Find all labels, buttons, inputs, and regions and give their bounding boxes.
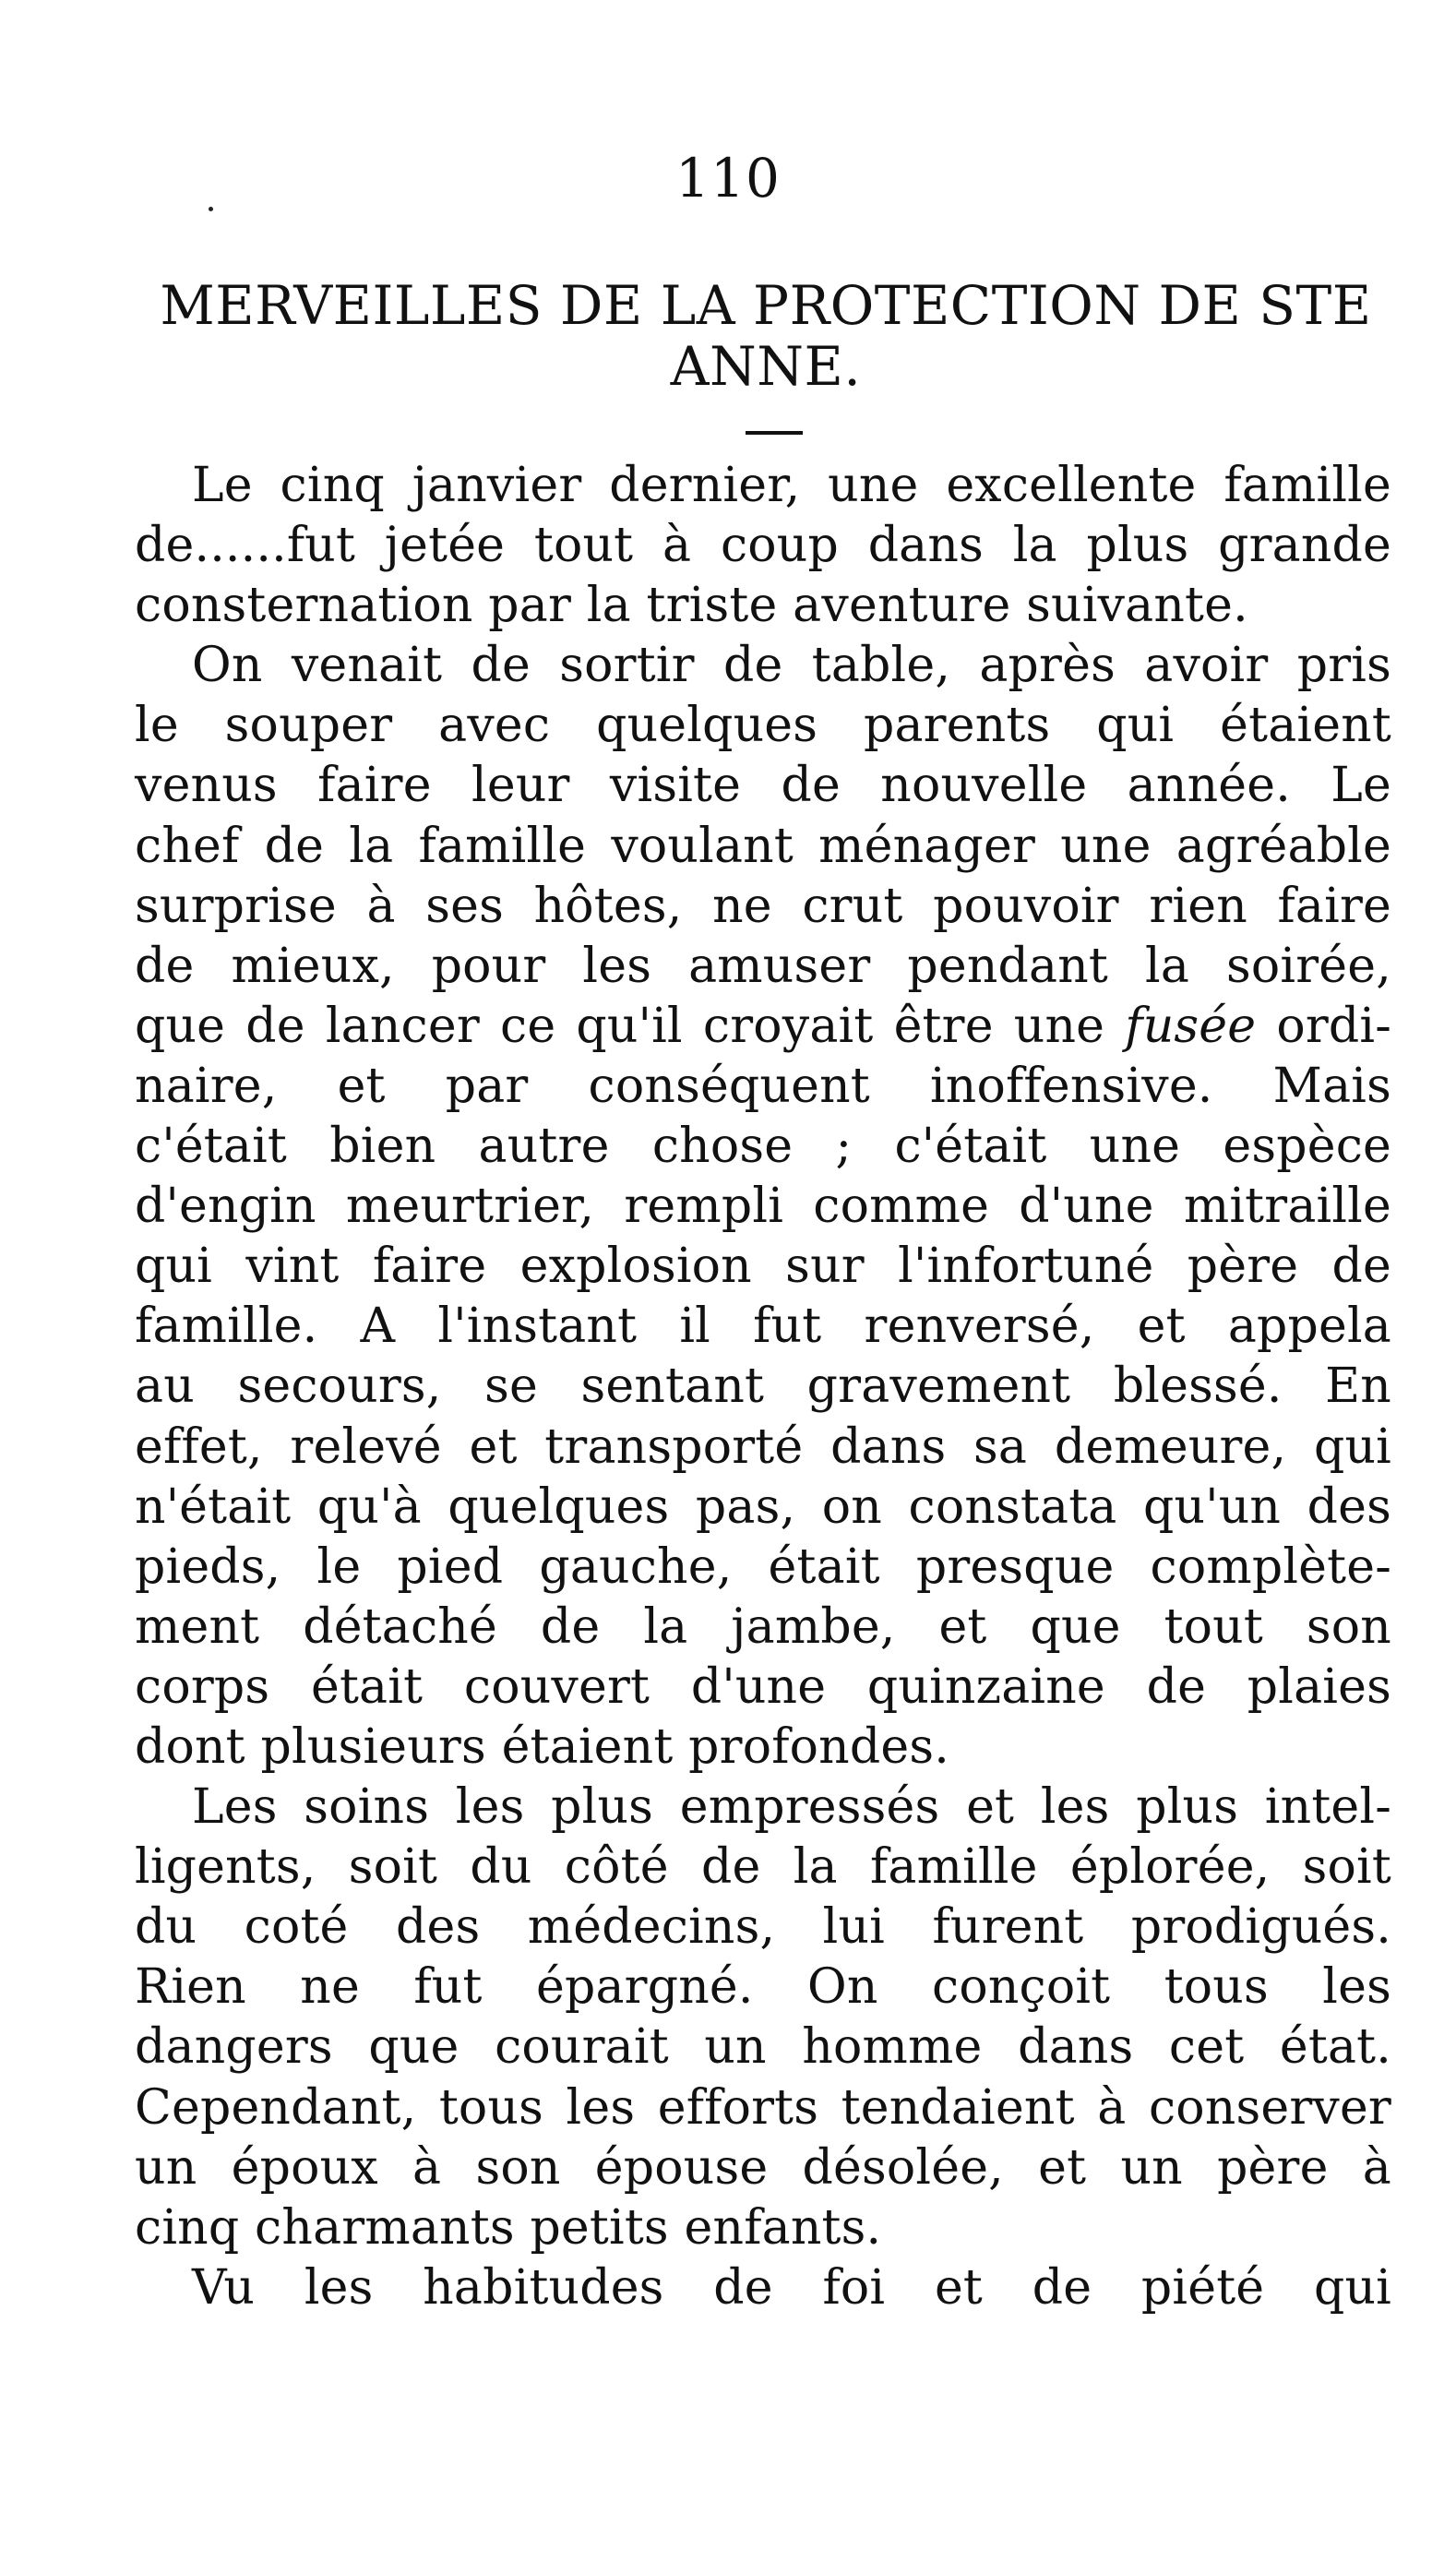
text-line: effet, relevé et transporté dans sa demeure, qui: [135, 1419, 1391, 1475]
text-line: ment détaché de la jambe, et que tout son: [135, 1598, 1391, 1655]
text-line: pieds, le pied gauche, était presque complète-: [135, 1538, 1391, 1595]
text-line: au secours, se sentant gravement blessé. En: [135, 1359, 1391, 1415]
page-number: 110: [675, 147, 781, 210]
text-line: Vu les habitudes de foi et de piété qui: [192, 2259, 1391, 2316]
text-line: Cependant, tous les efforts tendaient à conserver: [135, 2079, 1391, 2136]
text-line: [135, 997, 1391, 1057]
text-line: corps était couvert d'une quinzaine de plaies: [135, 1658, 1391, 1715]
text-line: dont plusieurs étaient profondes.: [135, 1718, 949, 1775]
text-line: d'engin meurtrier, rempli comme d'une mitraille: [135, 1179, 1391, 1235]
text-line: du coté des médecins, lui furent prodigués.: [135, 1899, 1391, 1956]
chapter-title: MERVEILLES DE LA PROTECTION DE STE ANNE.: [160, 274, 1372, 398]
text-line: Le cinq janvier dernier, une excellente famille: [192, 458, 1391, 513]
text-line: chef de la famille voulant ménager une agréable: [135, 818, 1391, 874]
text-line: dangers que courait un homme dans cet état.: [135, 2019, 1391, 2076]
text-line: de mieux, pour les amuser pendant la soirée,: [135, 938, 1391, 994]
text-line: famille. A l'instant il fut renversé, et appela: [135, 1299, 1391, 1355]
body-text: [135, 456, 1391, 2318]
title-divider: [746, 431, 803, 435]
italic-word: fusée: [1125, 998, 1257, 1054]
text-line: surprise à ses hôtes, ne crut pouvoir rien faire: [135, 878, 1391, 934]
text-line: On venait de sortir de table, après avoir pris: [192, 638, 1391, 694]
text-line: venus faire leur visite de nouvelle année. Le: [135, 758, 1391, 814]
text-line: consternation par la triste aventure suivante.: [135, 578, 1248, 634]
text-line: de......fut jetée tout à coup dans la plus grande: [135, 518, 1391, 574]
text-line: cinq charmants petits enfants.: [135, 2199, 882, 2256]
text-line: n'était qu'à quelques pas, on constata qu'un des: [135, 1479, 1391, 1535]
print-speck: [209, 207, 213, 211]
text-line: ligents, soit du côté de la famille éplorée, soit: [135, 1839, 1391, 1896]
text-line: naire, et par conséquent inoffensive. Mais: [135, 1058, 1391, 1114]
text-line: un époux à son épouse désolée, et un père à: [135, 2139, 1391, 2196]
text-fragment: que de lancer ce qu'il croyait être une: [135, 998, 1105, 1054]
text-line: Rien ne fut épargné. On conçoit tous les: [135, 1959, 1391, 2016]
text-line: le souper avec quelques parents qui étaient: [135, 698, 1391, 754]
text-line: Les soins les plus empressés et les plus intel-: [192, 1779, 1391, 1836]
text-line: c'était bien autre chose ; c'était une espèce: [135, 1119, 1391, 1175]
text-line: qui vint faire explosion sur l'infortuné père de: [135, 1239, 1391, 1295]
text-fragment: ordi-: [1276, 998, 1392, 1054]
